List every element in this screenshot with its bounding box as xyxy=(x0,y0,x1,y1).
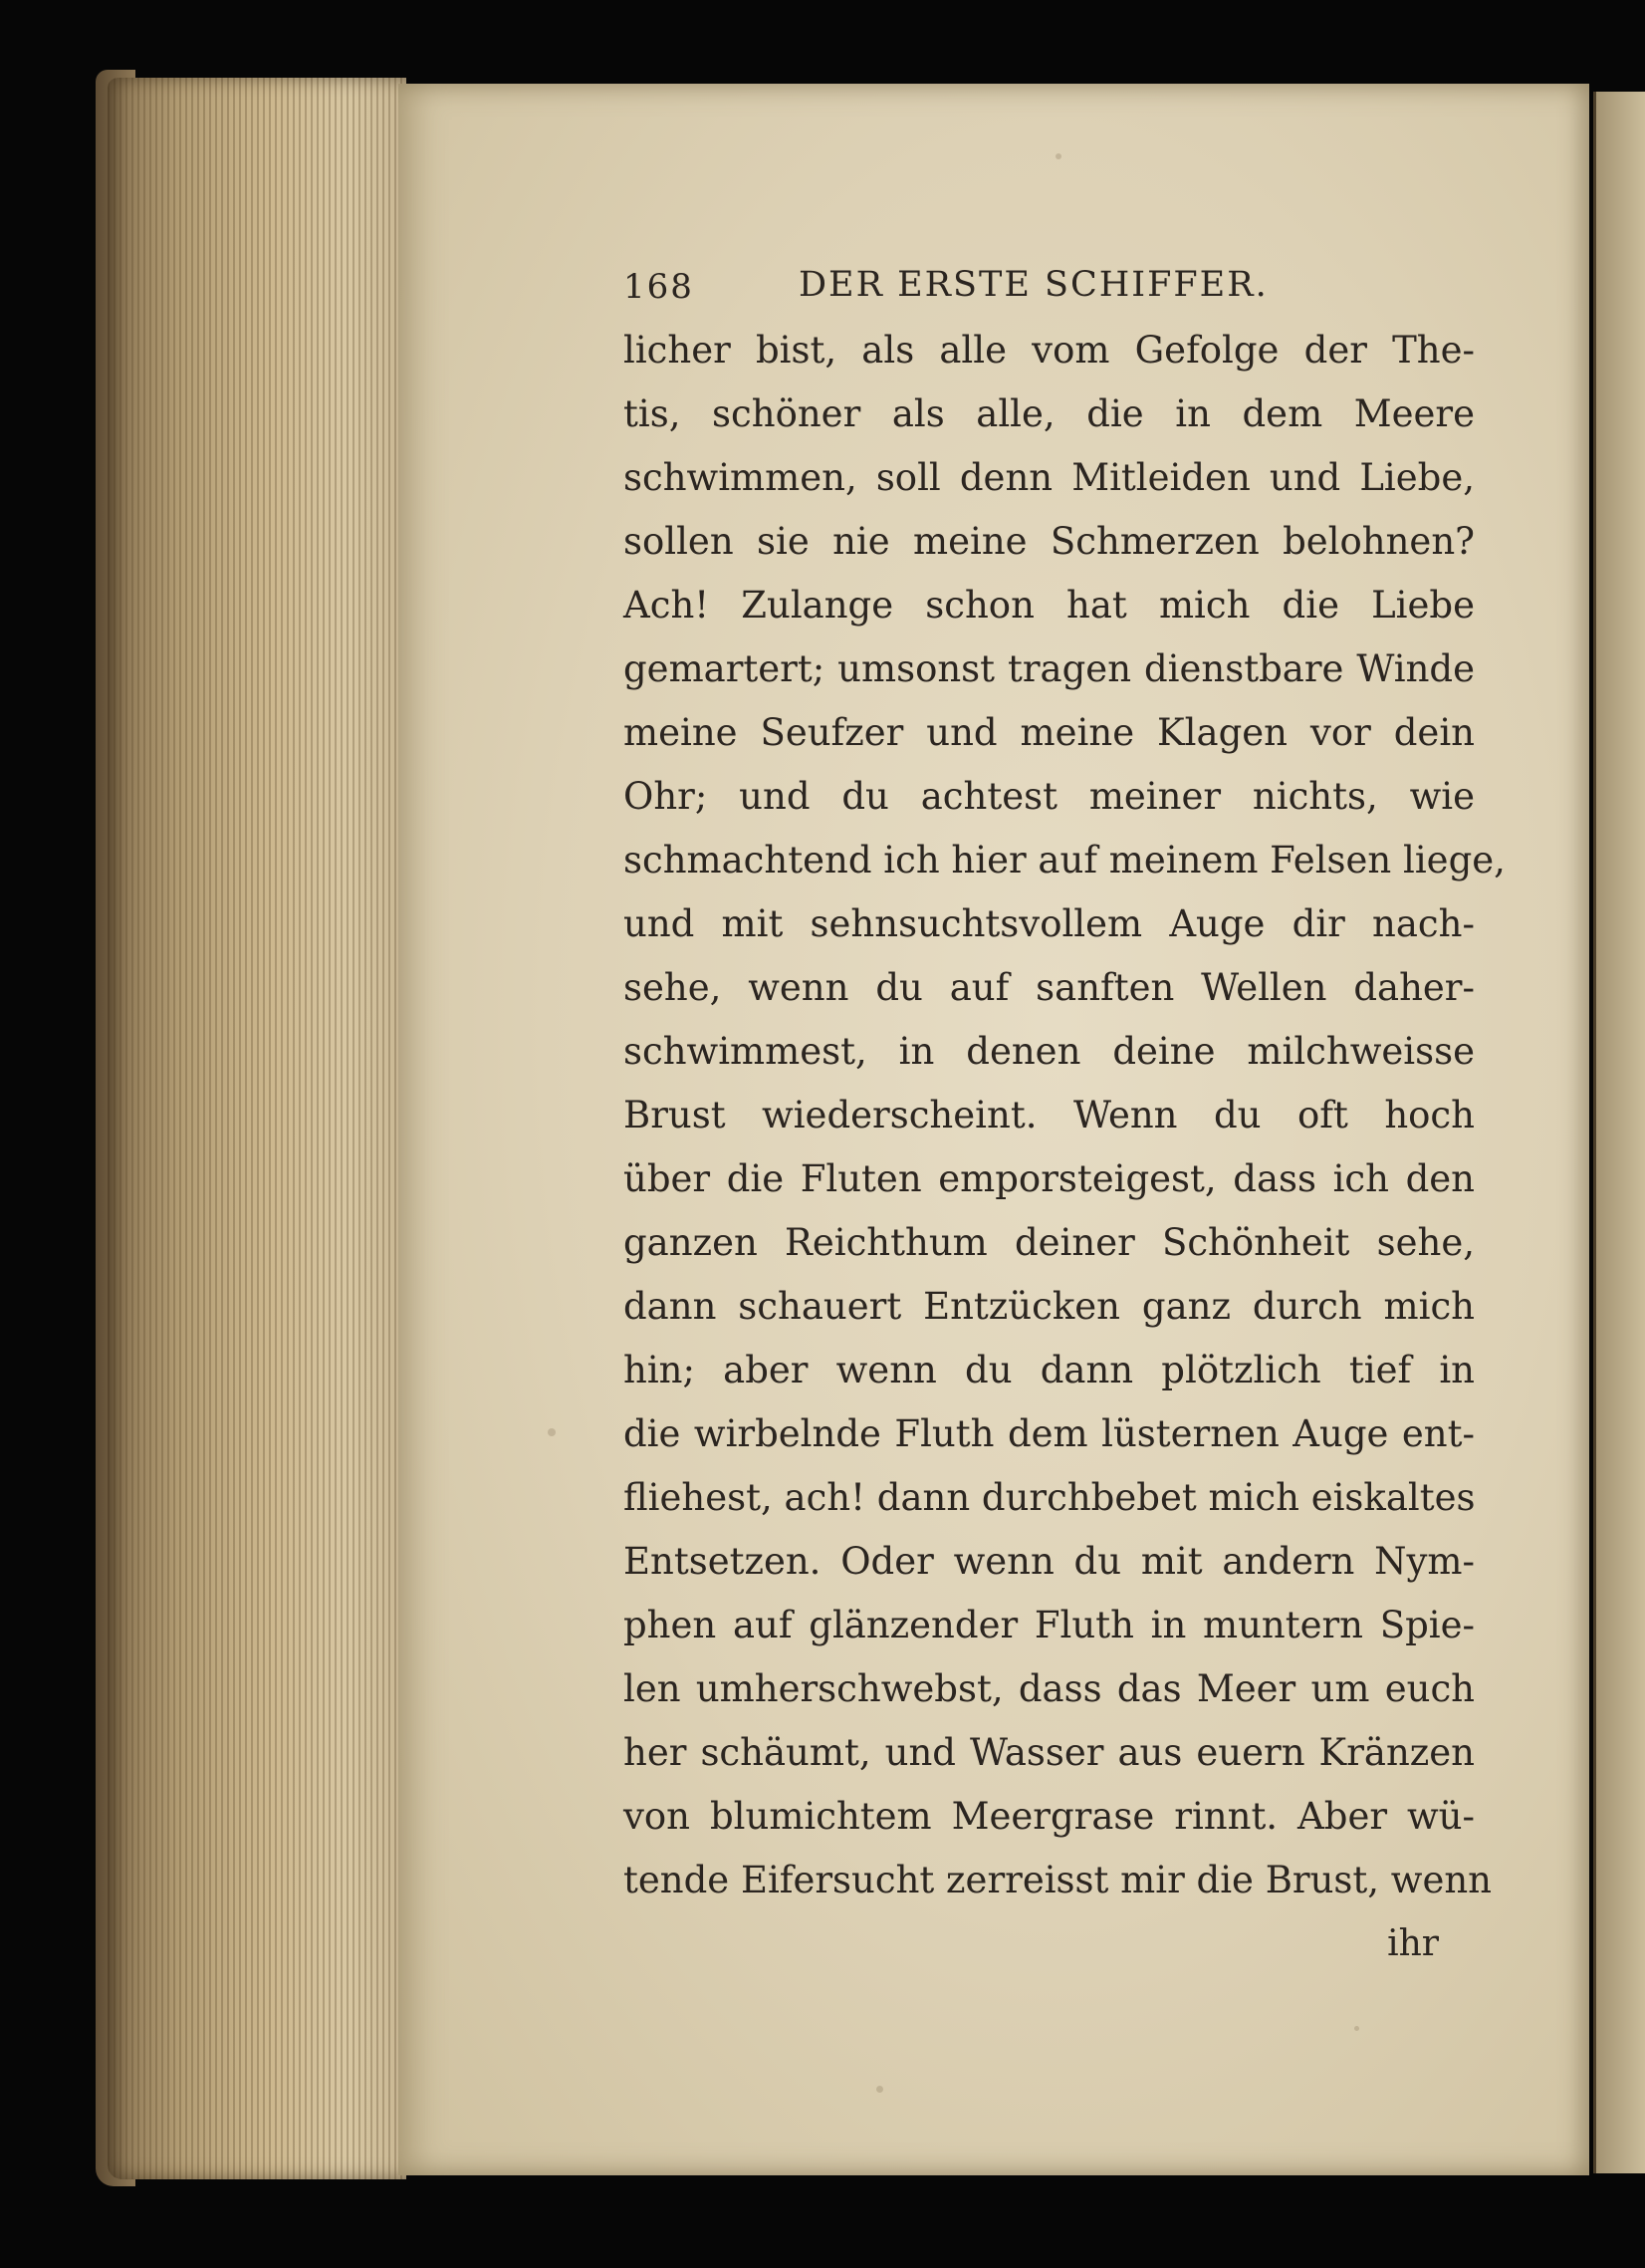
catchword: ihr xyxy=(1387,1923,1439,1964)
text-line: fliehest, ach! dann durchbebet mich eiskaltes xyxy=(623,1476,1476,1519)
paper-speck xyxy=(876,2086,883,2093)
text-line: licher bist, als alle vom Gefolge der The- xyxy=(623,329,1475,372)
text-line: tis, schöner als alle, die in dem Meere xyxy=(623,392,1475,435)
text-line: Brust wiederscheint. Wenn du oft hoch xyxy=(623,1094,1475,1136)
page-text-block xyxy=(623,257,1506,1976)
text-line: von blumichtem Meergrase rinnt. Aber wü- xyxy=(623,1795,1475,1838)
text-lines xyxy=(623,319,1506,1912)
text-line: schwimmen, soll denn Mitleiden und Liebe, xyxy=(623,456,1475,499)
text-line: sehe, wenn du auf sanften Wellen daher- xyxy=(623,966,1475,1009)
paper-speck xyxy=(1056,153,1061,159)
text-line: ganzen Reichthum deiner Schönheit sehe, xyxy=(623,1221,1475,1264)
text-line: tende Eifersucht zerreisst mir die Brust, wenn xyxy=(623,1859,1493,1901)
page-block-edge xyxy=(108,78,406,2179)
text-line: hin; aber wenn du dann plötzlich tief in xyxy=(623,1349,1475,1391)
text-line: phen auf glänzender Fluth in muntern Spie- xyxy=(623,1604,1475,1646)
text-line: und mit sehnsuchtsvollem Auge dir nach- xyxy=(623,902,1475,945)
facing-page-sliver xyxy=(1593,92,1645,2173)
text-line: schmachtend ich hier auf meinem Felsen liege, xyxy=(623,839,1506,882)
text-line: Ach! Zulange schon hat mich die Liebe xyxy=(623,584,1475,627)
page-number: 168 xyxy=(623,267,694,307)
text-line: dann schauert Entzücken ganz durch mich xyxy=(623,1285,1475,1328)
text-line: Entsetzen. Oder wenn du mit andern Nym- xyxy=(623,1540,1475,1583)
running-head xyxy=(623,257,1475,319)
text-line: schwimmest, in denen deine milchweisse xyxy=(623,1030,1475,1073)
text-line: len umherschwebst, dass das Meer um euch xyxy=(623,1667,1475,1710)
running-head-title: DER ERSTE SCHIFFER. xyxy=(799,265,1269,305)
text-line: über die Fluten emporsteigest, dass ich den xyxy=(623,1157,1475,1200)
paper-speck xyxy=(548,1428,556,1436)
text-line: sollen sie nie meine Schmerzen belohnen? xyxy=(623,520,1475,563)
text-line: Ohr; und du achtest meiner nichts, wie xyxy=(623,775,1475,818)
text-line: gemartert; umsonst tragen dienstbare Winde xyxy=(623,647,1475,690)
text-line: die wirbelnde Fluth dem lüsternen Auge ent- xyxy=(623,1412,1475,1455)
text-line: meine Seufzer und meine Klagen vor dein xyxy=(623,711,1475,754)
text-line: her schäumt, und Wasser aus euern Kränzen xyxy=(623,1731,1475,1774)
paper-speck xyxy=(1354,2026,1359,2031)
